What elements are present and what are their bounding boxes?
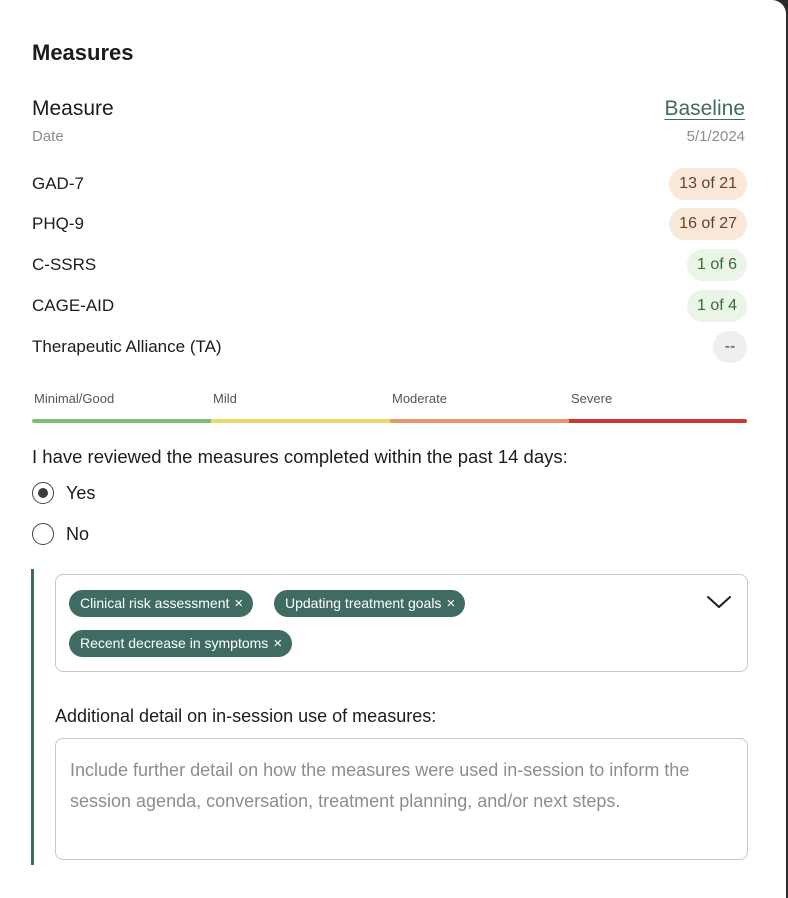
tag-label: Updating treatment goals	[285, 595, 442, 611]
baseline-date: 5/1/2024	[686, 128, 745, 145]
severity-bar	[390, 419, 569, 423]
severity-label: Minimal/Good	[34, 391, 115, 406]
measure-row-cssrs	[32, 249, 747, 281]
measure-name: C-SSRS	[32, 255, 97, 274]
chevron-down-icon[interactable]	[706, 592, 732, 612]
tag-label: Recent decrease in symptoms	[80, 635, 269, 651]
measure-row-cage-aid	[32, 290, 747, 322]
measure-name: GAD-7	[32, 174, 84, 193]
measure-name: Therapeutic Alliance (TA)	[32, 337, 222, 356]
severity-segment-mild	[211, 389, 390, 423]
radio-button-checked[interactable]	[32, 482, 54, 504]
measure-use-multiselect[interactable]	[55, 574, 748, 672]
tag-chip	[274, 590, 465, 617]
radio-label: Yes	[66, 482, 96, 503]
severity-label: Severe	[571, 391, 613, 406]
review-option-yes[interactable]	[32, 481, 95, 505]
severity-label: Moderate	[392, 391, 447, 406]
date-row-label: Date	[32, 128, 64, 145]
detail-textarea[interactable]	[55, 738, 748, 860]
baseline-link[interactable]: Baseline	[664, 97, 745, 120]
tag-chip	[69, 590, 253, 617]
tag-chip	[69, 630, 292, 657]
review-question: I have reviewed the measures completed within the past 14 days:	[32, 446, 568, 467]
remove-tag-icon[interactable]: ×	[273, 635, 283, 652]
measure-row-gad7	[32, 168, 747, 200]
followup-section	[31, 569, 747, 865]
severity-segment-severe	[569, 389, 747, 423]
severity-scale	[32, 389, 747, 423]
remove-tag-icon[interactable]: ×	[446, 595, 456, 612]
remove-tag-icon[interactable]: ×	[234, 595, 244, 612]
detail-label: Additional detail on in-session use of measures:	[55, 706, 437, 726]
review-option-no[interactable]	[32, 522, 89, 546]
severity-bar	[32, 419, 211, 423]
measure-row-phq9	[32, 208, 747, 240]
measure-name: PHQ-9	[32, 214, 84, 233]
measure-column-header: Measure	[32, 97, 114, 120]
score-badge: 1 of 4	[687, 290, 747, 322]
page-title: Measures	[32, 40, 134, 65]
severity-bar	[211, 419, 390, 423]
score-badge: --	[713, 331, 747, 363]
severity-segment-moderate	[390, 389, 569, 423]
score-badge: 16 of 27	[669, 208, 747, 240]
severity-segment-minimal	[32, 389, 211, 423]
radio-button[interactable]	[32, 523, 54, 545]
score-badge: 13 of 21	[669, 168, 747, 200]
radio-label: No	[66, 523, 90, 544]
severity-label: Mild	[213, 391, 237, 406]
measure-name: CAGE-AID	[32, 296, 115, 315]
score-badge: 1 of 6	[687, 249, 747, 281]
measure-row-ta	[32, 331, 747, 363]
tag-label: Clinical risk assessment	[80, 595, 230, 611]
severity-bar	[569, 419, 747, 423]
